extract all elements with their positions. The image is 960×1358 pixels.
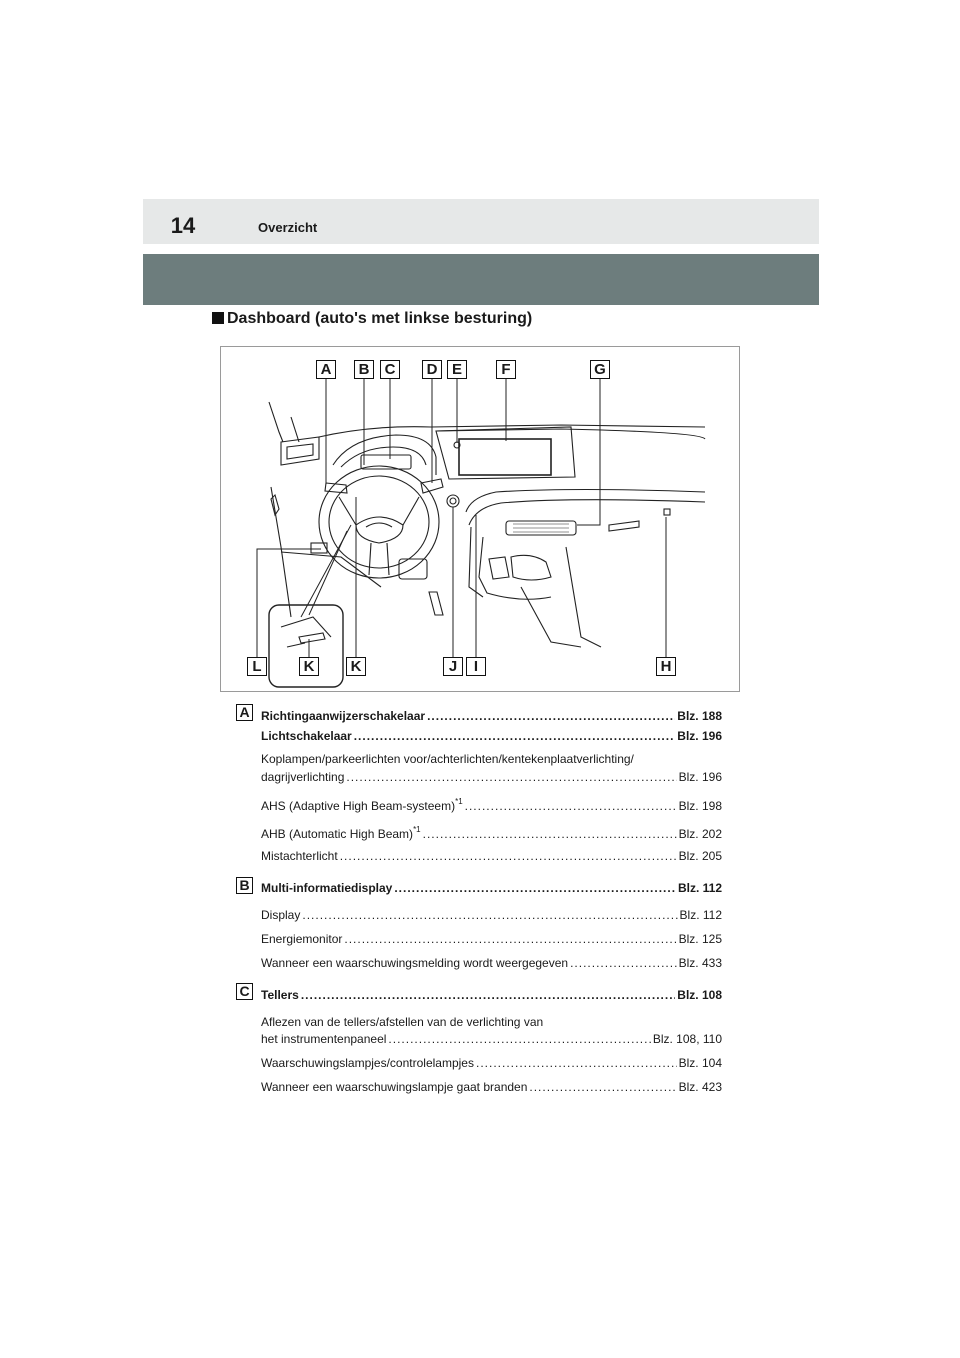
callout-h: H bbox=[656, 657, 676, 676]
header-band bbox=[143, 254, 819, 305]
dashboard-illustration bbox=[221, 347, 741, 693]
callout-j: J bbox=[443, 657, 463, 676]
list-item-line1: Koplampen/parkeerlichten voor/achterlichten/kentekenplaatverlichting/ bbox=[261, 752, 634, 766]
callout-g: G bbox=[590, 360, 610, 379]
list-item: Lichtschakelaar ..... Blz. 196 bbox=[261, 729, 722, 743]
list-item: Wanneer een waarschuwingsmelding wordt weergegeven ..... Blz. 433 bbox=[261, 956, 722, 970]
list-item: het instrumentenpaneel ..... Blz. 108, 110 bbox=[261, 1032, 722, 1046]
callout-d: D bbox=[422, 360, 442, 379]
list-item: Multi-informatiedisplay ..... Blz. 112 bbox=[261, 881, 722, 895]
list-item: Waarschuwingslampjes/controlelampjes ..... Blz. 104 bbox=[261, 1056, 722, 1070]
callout-f: F bbox=[496, 360, 516, 379]
list-item: AHS (Adaptive High Beam-systeem)$^{*1}$ ..... Blz. 198 bbox=[261, 797, 722, 813]
callout-e: E bbox=[447, 360, 467, 379]
list-item: Energiemonitor ..... Blz. 125 bbox=[261, 932, 722, 946]
section-letter-a: A bbox=[236, 704, 253, 721]
callout-k-inset: K bbox=[299, 657, 319, 676]
heading-text: Dashboard (auto's met linkse besturing) bbox=[227, 310, 533, 327]
callout-i: I bbox=[466, 657, 486, 676]
callout-l: L bbox=[247, 657, 267, 676]
list-item: Tellers ..... Blz. 108 bbox=[261, 988, 722, 1002]
list-item: Mistachterlicht ..... Blz. 205 bbox=[261, 849, 722, 863]
callout-c: C bbox=[380, 360, 400, 379]
square-bullet-icon bbox=[212, 312, 224, 324]
callout-k: K bbox=[346, 657, 366, 676]
list-item: Display ..... Blz. 112 bbox=[261, 908, 722, 922]
list-item: Richtingaanwijzerschakelaar ..... Blz. 188 bbox=[261, 709, 722, 723]
section-letter-c: C bbox=[236, 983, 253, 1000]
dashboard-figure bbox=[220, 346, 740, 692]
callout-a: A bbox=[316, 360, 336, 379]
list-item: Wanneer een waarschuwingslampje gaat branden ..... Blz. 423 bbox=[261, 1080, 722, 1094]
list-item-line1: Aflezen van de tellers/afstellen van de verlichting van bbox=[261, 1015, 544, 1029]
page-number: 14 bbox=[170, 213, 196, 238]
header-bar bbox=[143, 199, 819, 244]
section-name: Overzicht bbox=[258, 220, 318, 235]
section-letter-b: B bbox=[236, 877, 253, 894]
list-item: dagrijverlichting ..... Blz. 196 bbox=[261, 770, 722, 784]
list-item: AHB (Automatic High Beam)$^{*1}$ ..... Blz. 202 bbox=[261, 825, 722, 841]
callout-b: B bbox=[354, 360, 374, 379]
page-heading bbox=[212, 310, 532, 328]
